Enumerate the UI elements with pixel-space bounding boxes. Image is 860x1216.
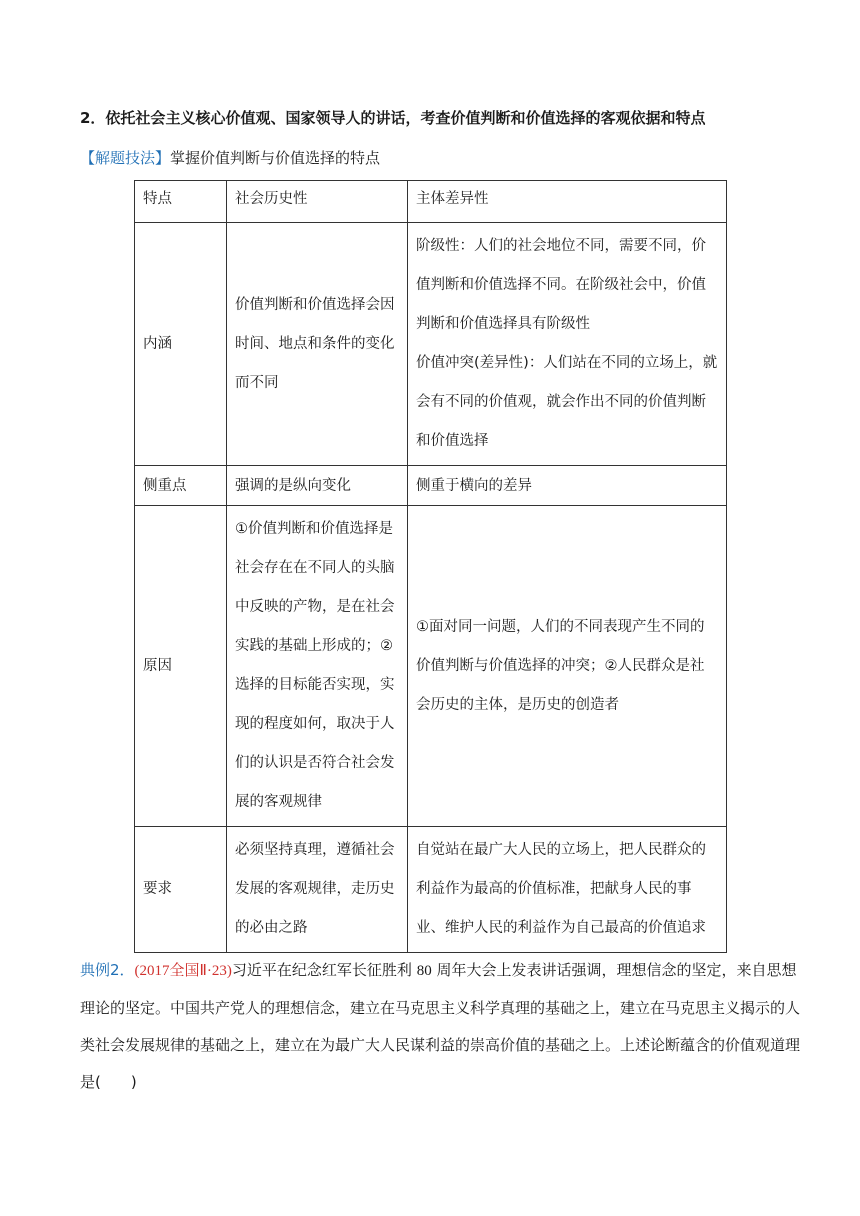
table-cell: 侧重于横向的差异 <box>408 466 727 506</box>
answer-open: ( <box>95 1073 101 1091</box>
tip-text: 掌握价值判断与价值选择的特点 <box>170 149 381 167</box>
row-label: 侧重点 <box>135 466 227 506</box>
row-label: 内涵 <box>135 223 227 466</box>
answer-close: ) <box>130 1073 137 1091</box>
cell-paragraph: 阶级性：人们的社会地位不同，需要不同，价值判断和价值选择不同。在阶级社会中，价值判断和价值选择具有阶级性 <box>416 238 706 332</box>
table-cell: 必须坚持真理，遵循社会发展的客观规律，走历史的必由之路 <box>227 827 408 953</box>
solution-tip <box>80 146 380 170</box>
example-text-b: 周年大会上发表讲话强调，理想信念的坚定，来自思想理论的坚定。中国共产党人的理想信念，建立在马克思主义科学真理的基础之上，建立在马克思主义揭示的人类社会发展规律的基础之上，建立在为最广大人民谋利益的崇高价值的基础之上。上述论断蕴含的价值观道理是 <box>80 961 801 1091</box>
row-label: 要求 <box>135 827 227 953</box>
table-cell: 价值判断和价值选择会因时间、地点和条件的变化而不同 <box>227 223 408 466</box>
features-table <box>134 180 727 953</box>
example-question <box>80 952 800 1101</box>
table-header-cell: 社会历史性 <box>227 181 408 223</box>
example-label: 典例2． <box>80 961 135 979</box>
table-cell: ①面对同一问题，人们的不同表现产生不同的价值判断与价值选择的冲突；②人民群众是社会历史的主体，是历史的创造者 <box>408 506 727 827</box>
example-text-a: 习近平在纪念红军长征胜利 <box>231 961 412 979</box>
example-number: 80 <box>416 963 432 979</box>
table-row <box>135 506 727 827</box>
table-cell: ①价值判断和价值选择是社会存在在不同人的头脑中反映的产物，是在社会实践的基础上形成的；②选择的目标能否实现，实现的程度如何，取决于人们的认识是否符合社会发展的客观规律 <box>227 506 408 827</box>
table-cell: 强调的是纵向变化 <box>227 466 408 506</box>
cell-paragraph: 价值冲突(差异性)：人们站在不同的立场上，就会有不同的价值观，就会作出不同的价值判断和价值选择 <box>416 355 718 449</box>
table-cell <box>408 223 727 466</box>
table-cell: 自觉站在最广大人民的立场上，把人民群众的利益作为最高的价值标准，把献身人民的事业、维护人民的利益作为自己最高的价值追求 <box>408 827 727 953</box>
tip-tag: 【解题技法】 <box>80 149 171 167</box>
table-header-cell: 特点 <box>135 181 227 223</box>
table-row <box>135 466 727 506</box>
example-source: (2017全国Ⅱ·23) <box>134 963 232 979</box>
table-header-row <box>135 181 727 223</box>
section-heading: 2．依托社会主义核心价值观、国家领导人的讲话，考查价值判断和价值选择的客观依据和特点 <box>80 109 706 127</box>
table-row <box>135 827 727 953</box>
table-row <box>135 223 727 466</box>
table-header-cell: 主体差异性 <box>408 181 727 223</box>
row-label: 原因 <box>135 506 227 827</box>
